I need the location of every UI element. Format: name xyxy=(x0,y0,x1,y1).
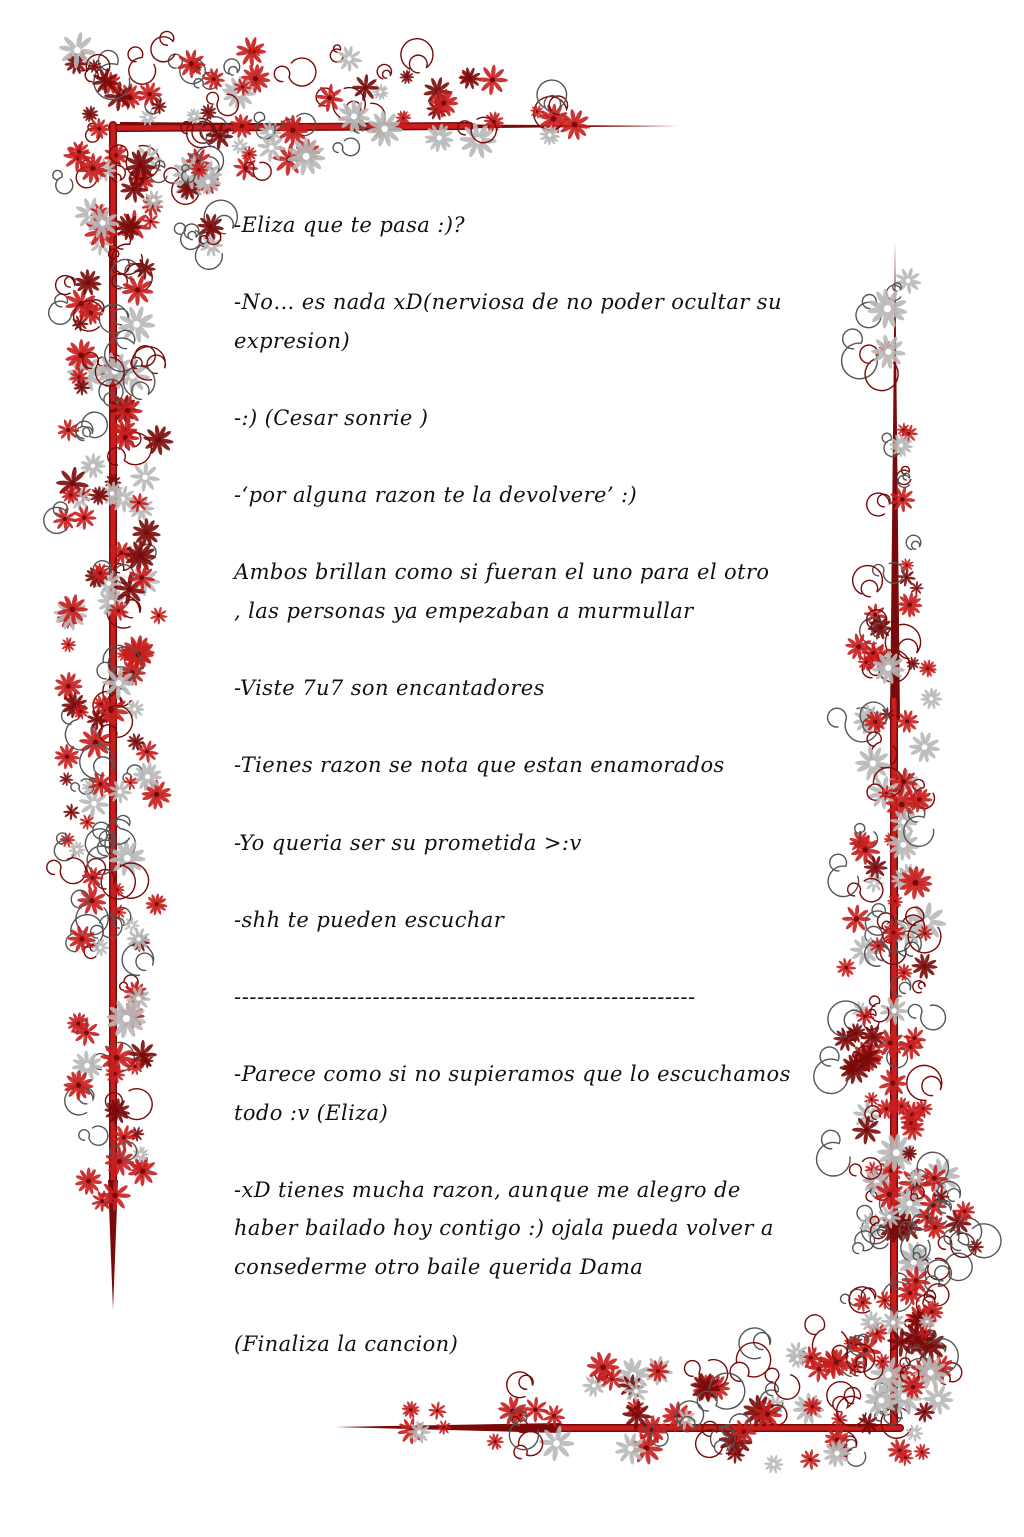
dialogue-line-6: -Viste 7u7 son encantadores xyxy=(234,676,545,701)
dialogue-line-8: -Yo queria ser su prometida >:v xyxy=(234,830,582,855)
dialogue-line-1: -Eliza que te pasa :)? xyxy=(234,213,465,237)
dialogue-line-2: -No… es nada xD(nerviosa de no poder ocultar su expresion) xyxy=(234,290,782,353)
dialogue-line-3: -:) (Cesar sonrie ) xyxy=(234,405,429,430)
narration-line-12: (Finaliza la cancion) xyxy=(234,1332,459,1357)
narration-line-5: Ambos brillan como si fueran el uno para el otro , las personas ya empezaban a murmullar xyxy=(234,560,770,623)
scene-separator: ------------------------------------------------------------ xyxy=(234,984,696,1009)
dialogue-line-7: -Tienes razon se nota que estan enamorados xyxy=(234,753,725,778)
dialogue-line-9: -shh te pueden escuchar xyxy=(234,907,505,932)
story-text xyxy=(234,206,854,1402)
dialogue-line-4: -‘por alguna razon te la devolvere’ :) xyxy=(234,483,638,508)
dialogue-line-11: -xD tienes mucha razon, aunque me alegro de haber bailado hoy contigo :) ojala pueda volver a consederme otro baile querida Dama xyxy=(234,1177,774,1280)
dialogue-line-10: -Parece como si no supieramos que lo escuchamos todo :v (Eliza) xyxy=(234,1062,791,1125)
